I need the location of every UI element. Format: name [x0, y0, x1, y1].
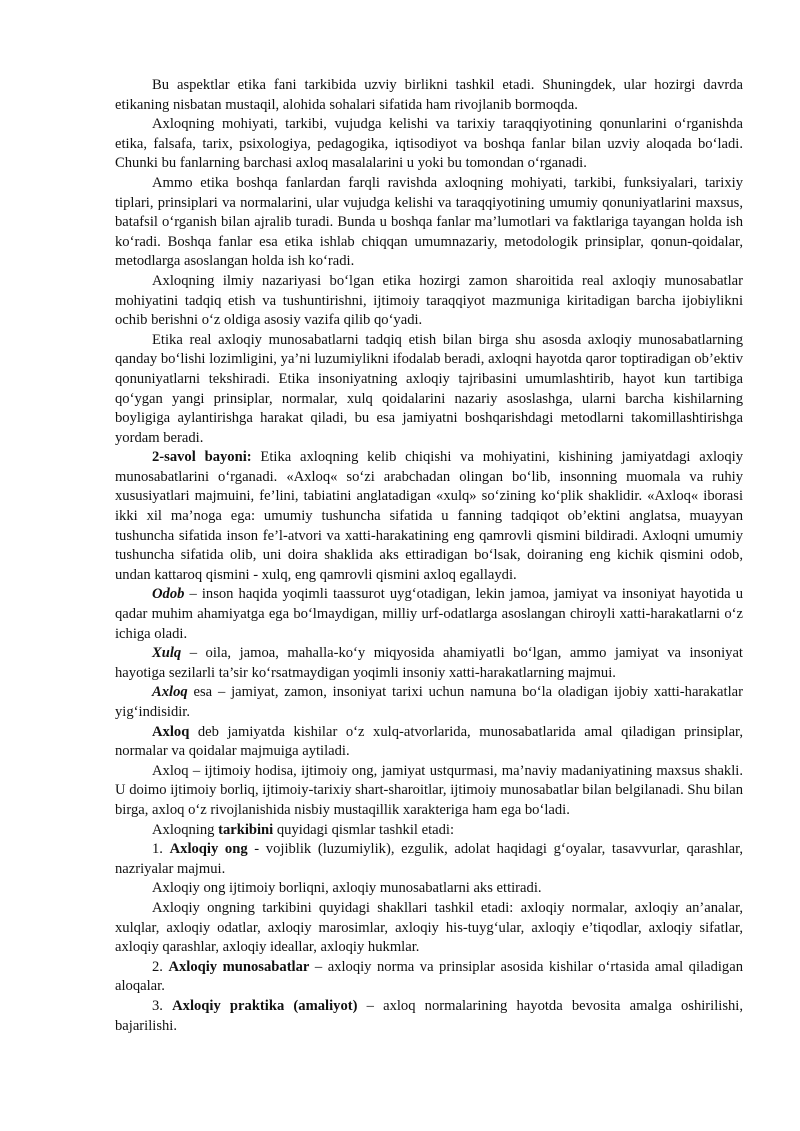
paragraph-consciousness-forms — [115, 899, 743, 958]
paragraph-text: Axloq – ijtimoiy hodisa, ijtimoiy ong, jamiyat ustqurmasi, ma’naviy madaniyatining maxsus shakli. U doimo ijtimoiy borliq, ijtimoiy-tarixiy shart-sharoitlar, ijtimoiy munosabatlar bilan belgilanadi. Shu bilan birga, axloq o‘z rivojlanishida nisbiy mustaqillik xarakteriga ham ega bo‘ladi. — [115, 762, 743, 818]
paragraph-text: quyidagi qismlar tashkil etadi: — [273, 821, 455, 838]
paragraph-text: Axloqning mohiyati, tarkibi, vujudga kelishi va tarixiy taraqqiyotining qonunlarini o‘rganishda etika, falsafa, tarix, psixologiya, pedagogika, iqtisodiyot va boshqa fanlar bilan uzviy aloqada bo‘ladi. Chunki bu fanlarning barchasi axloq masalalarini u yoki bu tomondan o‘rganadi. — [115, 116, 743, 172]
paragraph-text: deb jamiyatda kishilar o‘z xulq-atvorlarida, munosabatlarida amal qiladigan prinsiplar, normalar va qoidalar majmuiga aytiladi. — [115, 723, 743, 760]
paragraph-real-relations — [115, 331, 743, 449]
paragraph-text: Etika axloqning kelib chiqishi va mohiyatini, kishining jamiyatdagi axloqiy munosabatlarini o‘rganadi. «Axloq« so‘zi arabchadan olingan bo‘lib, insonning muomala va ruhiy xususiyatlari majmuini, fe’lini, tabiatini anglatadigan «xulq» so‘zining ko‘plik shaklidir. «Axloq« iborasi ikki xil ma’noga ega: umumiy tushuncha sifatida u fanning tadqiqot ob’ektini anglatsa, muayyan tushuncha sifatida inson fe’l-atvori va xatti-harakatining eng qamrovli qismini bildiradi. Axloqni umumiy tushuncha sifatida olib, uni doira shaklida aks ettiradigan bo‘lsak, doiraning eng kichik qismini odob, undan kattaroq qismini - xulq, eng qamrovli qismini axloq egallaydi. — [115, 449, 744, 583]
item-number: 2. — [152, 958, 169, 975]
item-number: 1. — [152, 841, 170, 858]
document-page — [115, 76, 743, 1036]
paragraph-item-1 — [115, 840, 743, 879]
paragraph-text: – oila, jamoa, mahalla-ko‘y miqyosida ahamiyatli bo‘lgan, ammo jamiyat va insoniyat hayotiga sezilarli ta’sir ko‘rsatmaydigan yoqimli insoniy xatti-harakatlarning majmui. — [115, 645, 743, 681]
paragraph-structure-intro — [115, 821, 743, 841]
term-odob: Odob — [152, 586, 185, 603]
term-axloqiy-ong: Axloqiy ong — [169, 841, 248, 858]
paragraph-consciousness-reflects — [115, 879, 743, 899]
item-number: 3. — [152, 997, 173, 1014]
paragraph-odob — [115, 585, 743, 644]
paragraph-scientific-theory — [115, 272, 743, 331]
paragraph-aspects — [115, 76, 743, 115]
term-tarkibini: tarkibini — [218, 821, 274, 838]
paragraph-text: Bu aspektlar etika fani tarkibida uzviy birlikni tashkil etadi. Shuningdek, ular hozirgi davrda etikaning nisbatan mustaqil, alohida sohalari sifatida ham rivojlanib bormoqda. — [115, 77, 743, 113]
paragraph-essence — [115, 115, 743, 174]
paragraph-lead-bold: 2-savol bayoni: — [152, 449, 252, 466]
paragraph-text: – axloq normalarining hayotda bevosita amalga oshirilishi, bajarilishi. — [115, 997, 743, 1034]
paragraph-item-2 — [115, 958, 743, 997]
paragraph-question-2 — [115, 448, 743, 585]
term-axloqiy-munosabatlar: Axloqiy munosabatlar — [168, 958, 310, 975]
term-axloq-bold: Axloq — [152, 723, 190, 740]
paragraph-text: – axloqiy norma va prinsiplar asosida kishilar o‘rtasida amal qiladigan aloqalar. — [115, 958, 743, 995]
paragraph-text: - vojiblik (luzumiylik), ezgulik, adolat haqidagi g‘oyalar, tasavvurlar, qarashlar, nazriyalar majmui. — [115, 841, 744, 877]
term-axloq: Axloq — [152, 684, 188, 701]
paragraph-text: Ammo etika boshqa fanlardan farqli ravishda axloqning mohiyati, tarkibi, funksiyalari, tarixiy tiplari, prinsiplari va normalarini, ular vujudga kelishi va taraqqiyotining umumiy qonuniyatlarini maxsus, batafsil o‘rganish bilan ajralib turadi. Bunda u boshqa fanlar ma’lumotlari va faktlariga tayangan holda ish ko‘radi. Boshqa fanlar esa etika ishlab chiqqan umumnazariy, metodologik prinsiplar, qonun-qoidalar, metodlarga asoslangan holda ish ko‘radi. — [115, 174, 743, 270]
paragraph-text: esa – jamiyat, zamon, insoniyat tarixi uchun namuna bo‘la oladigan ijobiy xatti-harakatlar yig‘indisidir. — [115, 684, 743, 720]
paragraph-text: – inson haqida yoqimli taassurot uyg‘otadigan, lekin jamoa, jamiyat va insoniyat hayotida u qadar muhim ahamiyatga ega bo‘lmaydigan, milliy urf-odatlarga asoslangan chiroyli xatti-harakatlarni o‘z ichiga oladi. — [115, 586, 743, 642]
paragraph-axloq-italic — [115, 683, 743, 722]
paragraph-prefix: Axloqning — [152, 821, 219, 838]
paragraph-item-3 — [115, 997, 743, 1036]
paragraph-social-phenomenon — [115, 762, 743, 821]
paragraph-axloq-definition — [115, 723, 743, 762]
paragraph-xulq — [115, 644, 743, 683]
paragraph-text: Etika real axloqiy munosabatlarni tadqiq etish bilan birga shu asosda axloqiy munosabatlarning qanday bo‘lishi lozimligini, ya’ni luzumiylikni ifodalab beradi, axloqni hayotda qaror toptiradigan ob’ektiv qonuniyatlarni tekshiradi. Etika insoniyatning axloqiy tajribasini umumlashtirib, hayot kun tartibiga qo‘ygan yangi prinsiplar, normalar, xulq qoidalarini nazariy asoslashga, ularni barcha kishilarning boyligiga aylantirishga harakat qiladi, bu esa jamiyatni boshqarishdagi metodlarni takomillashtirishga yordam beradi. — [115, 331, 743, 446]
paragraph-text: Axloqiy ong ijtimoiy borliqni, axloqiy munosabatlarni aks ettiradi. — [152, 880, 542, 897]
paragraph-text: Axloqiy ongning tarkibini quyidagi shakllari tashkil etadi: axloqiy normalar, axloqiy an’analar, xulqlar, axloqiy odatlar, axloqiy marosimlar, axloqiy his-tuyg‘ular, axloqiy e’tiqodlar, axloqiy sifatlar, axloqiy qarashlar, axloqiy ideallar, axloqiy hukmlar. — [115, 899, 743, 956]
paragraph-text: Axloqning ilmiy nazariyasi bo‘lgan etika hozirgi zamon sharoitida real axloqiy munosabatlar mohiyatini tadqiq etish va tushuntirishni, ijtimoiy taraqqiyot mazmuniga kiritadigan barcha ijobiylikni ochib berishni o‘z oldiga asosiy vazifa qilib qo‘yadi. — [115, 272, 743, 329]
term-xulq: Xulq — [152, 645, 182, 662]
term-axloqiy-praktika: Axloqiy praktika (amaliyot) — [172, 997, 358, 1014]
paragraph-ethics-difference — [115, 174, 743, 272]
